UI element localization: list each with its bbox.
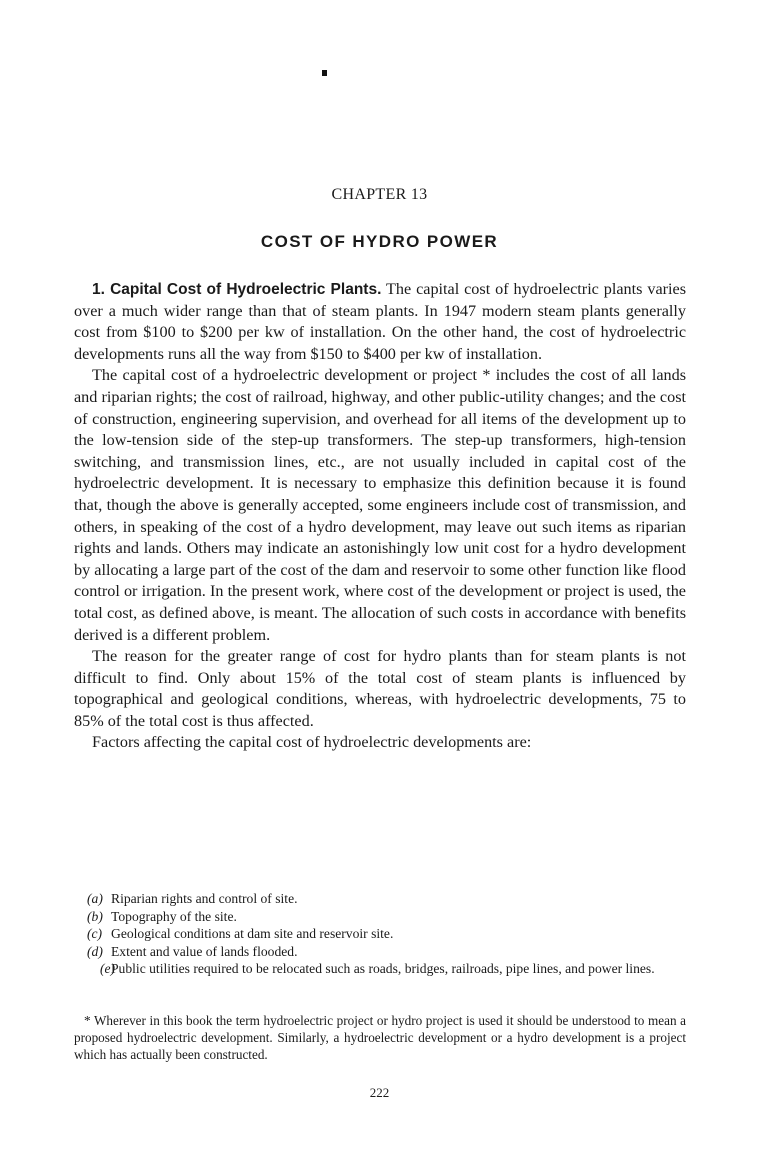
ink-mark — [322, 70, 327, 76]
section-heading: 1. Capital Cost of Hydroelectric Plants. — [92, 281, 382, 298]
factor-item — [74, 960, 686, 978]
footnote-text: * Wherever in this book the term hydroelectric project or hydro project is used it should be understood to mean a proposed hydroelectric development. Similarly, a hydroelectric development or a hydro development is a project which has actually been constructed. — [74, 1013, 686, 1063]
factor-label: (e) — [100, 961, 116, 977]
chapter-label: CHAPTER 13 — [331, 186, 428, 203]
factor-item — [74, 890, 686, 908]
factors-list — [74, 890, 686, 978]
factor-text: Public utilities required to be relocated such as roads, bridges, railroads, pipe lines, and power lines. — [111, 961, 655, 977]
factor-label: (a) — [87, 891, 103, 906]
paragraph-1-text: The capital cost of hydroelectric plants varies over a much wider range than that of steam plants. In 1947 modern steam plants generally cost from $100 to $200 per kw of installation. On the other hand, the cost of hydroelectric developments runs all the way from $150 to $400 per kw of installation. — [74, 280, 686, 363]
factor-text: Topography of the site. — [111, 908, 237, 924]
paragraph-3: The reason for the greater range of cost for hydro plants than for steam plants is not difficult to find. Only about 15% of the total cost of steam plants is influenced by topographical and geological conditions, whereas, with hydroelectric developments, 75 to 85% of the total cost is thus affected. — [74, 647, 686, 730]
page-number: 222 — [369, 1085, 390, 1100]
factor-item — [74, 908, 686, 926]
paragraph-4: Factors affecting the capital cost of hydroelectric developments are: — [92, 733, 532, 752]
factor-label: (d) — [87, 943, 103, 959]
factor-label: (c) — [87, 926, 103, 942]
factor-item — [74, 925, 686, 943]
paragraph-1 — [74, 279, 686, 365]
paragraph-2: The capital cost of a hydroelectric development or project * includes the cost of all lands and riparian rights; the cost of railroad, highway, and other public-utility changes; and the cost of construction, engineering supervision, and overhead for all items of the development up to the low-tension side of the step-up transformers. The step-up transformers, high-tension switching, and transmission lines, etc., are not usually included in capital cost of the hydroelectric development. It is necessary to emphasize this definition because it is found that, though the above is generally accepted, some engineers include cost of transmission, and others, in speaking of the cost of a hydro development, may leave out such items as riparian rights and lands. Others may indicate an astonishingly low unit cost for a hydro development by allocating a large part of the cost of the dam and reservoir to some other function like flood control or irrigation. In the present work, where cost of the development or project is used, the total cost, as defined above, is meant. The allocation of such costs in accordance with benefits derived is a different problem. — [74, 366, 686, 644]
factor-label: (b) — [87, 908, 103, 924]
factor-text: Riparian rights and control of site. — [111, 891, 298, 906]
factor-text: Extent and value of lands flooded. — [111, 943, 298, 959]
chapter-title: COST OF HYDRO POWER — [260, 232, 499, 251]
factor-text: Geological conditions at dam site and reservoir site. — [111, 926, 394, 942]
factor-item — [74, 943, 686, 961]
body-text — [74, 279, 686, 754]
footnote — [74, 1012, 686, 1064]
